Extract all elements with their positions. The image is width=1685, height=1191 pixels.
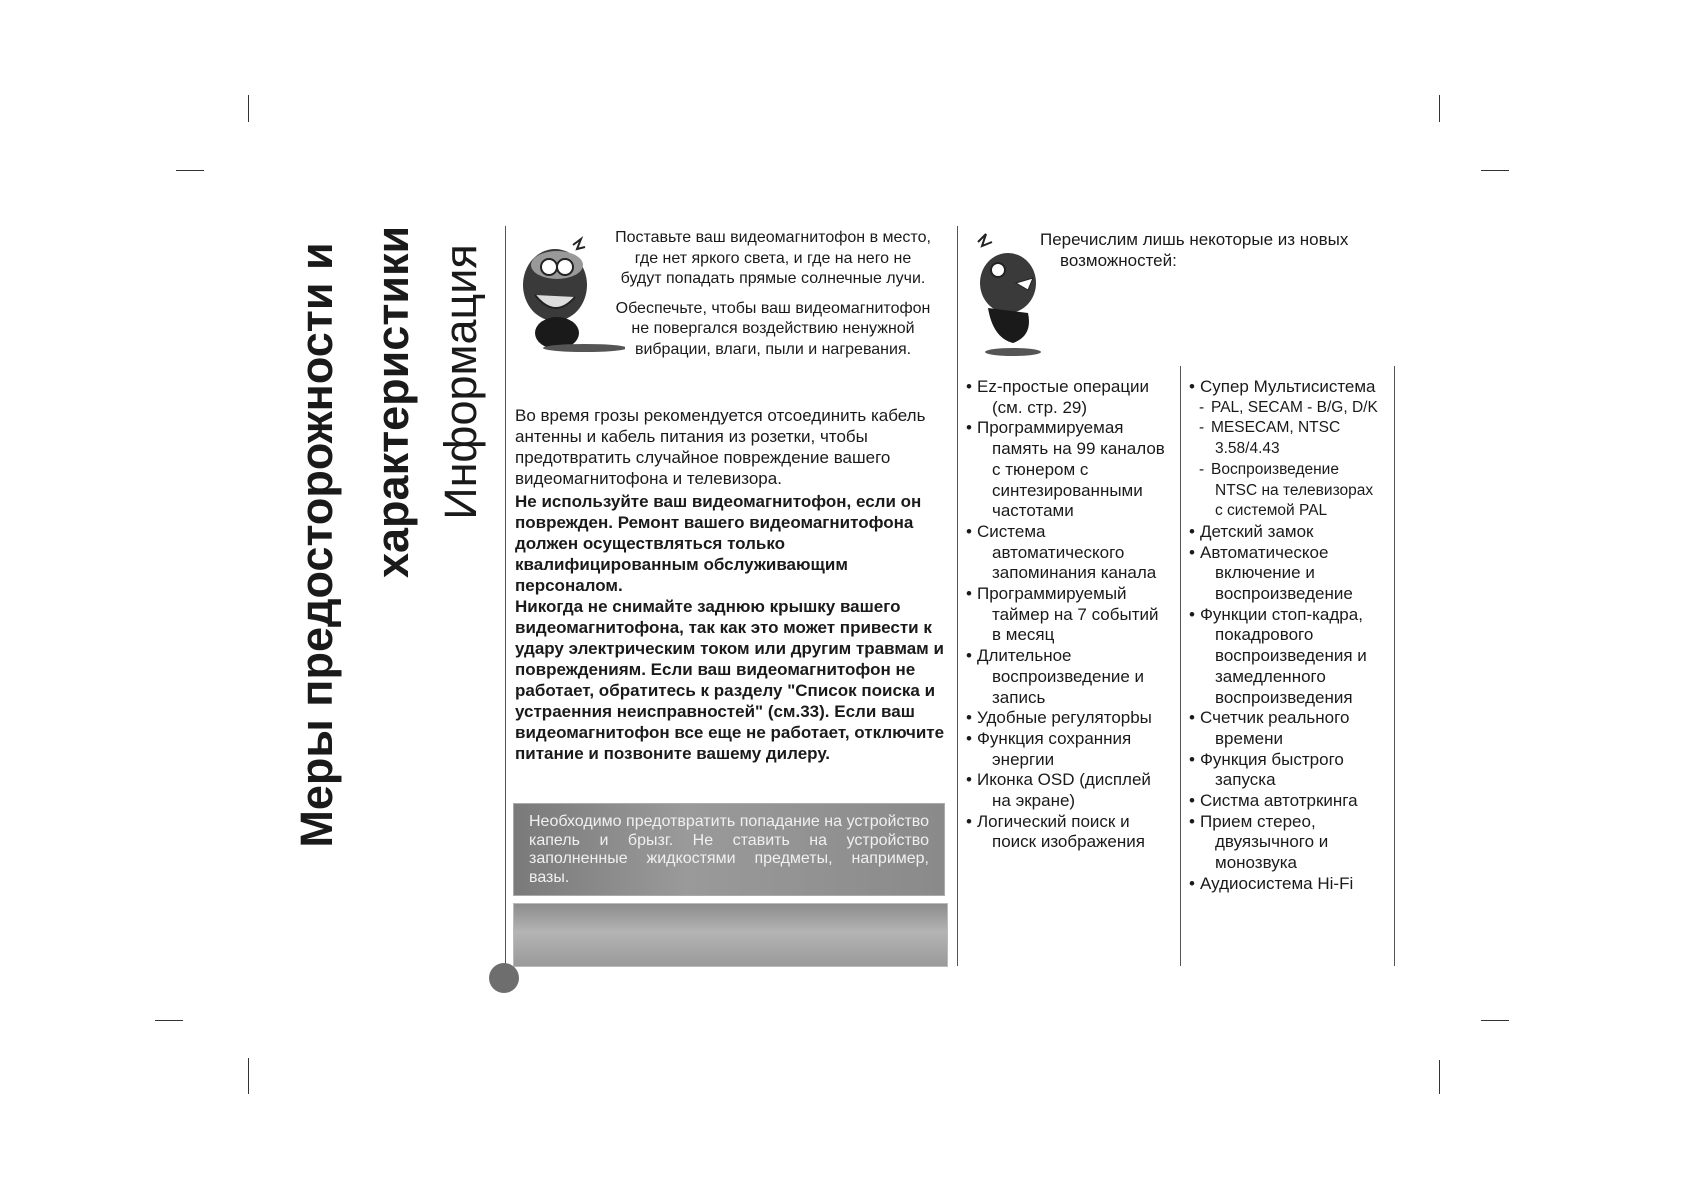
feature-list-item: двуязычного и	[1215, 832, 1329, 852]
caption-line: Обеспечьте, чтобы ваш видеомагнитофон	[615, 299, 931, 317]
feature-list-item: • Программируемая	[966, 418, 1176, 439]
feature-list-item: частотами	[992, 501, 1074, 521]
feature-list-item: таймер на 7 событий	[992, 604, 1159, 624]
feature-list-item: воспроизведение	[1215, 584, 1353, 604]
crop-mark	[1481, 1020, 1509, 1021]
feature-list-item: запись	[992, 687, 1046, 707]
paragraph-damaged: Не используйте ваш видеомагнитофон, если он поврежден. Ремонт вашего видеомагнитофона должен осуществляться только квалифицированным обслуживающим персоналом.	[515, 492, 922, 595]
feature-list-item: - Воспроизведение	[1189, 460, 1399, 481]
feature-list-item: запуска	[1215, 770, 1276, 790]
crop-mark	[1481, 170, 1509, 171]
feature-list-item: • Прием стерео,	[1189, 812, 1399, 833]
feature-list-item: • Автоматическое	[1189, 543, 1399, 564]
feature-list-item: воспроизведение и	[992, 666, 1145, 686]
feature-list-item: энергии	[992, 749, 1055, 769]
feature-list-item: времени	[1215, 728, 1283, 748]
feature-list-item: память на 99 каналов	[992, 439, 1165, 459]
crop-mark	[1439, 1060, 1440, 1094]
feature-list-item: • Ez-простые операции	[966, 377, 1176, 398]
feature-list-item: • Длительное	[966, 646, 1176, 667]
feature-list-item: покадрового	[1215, 625, 1314, 645]
feature-list-item: • Иконка OSD (дисплей	[966, 770, 1176, 791]
feature-list-item: включение и	[1215, 563, 1315, 583]
feature-list-item: • Программируемый	[966, 584, 1176, 605]
safety-text	[515, 405, 947, 764]
page-title-main: Меры предосторожности и	[291, 242, 342, 848]
paragraph-thunderstorm: Во время грозы рекомендуется отсоединить кабель антенны и кабель питания из розетки, чтобы предотвратить случайное повреждение вашего видеомагнитофона и телевизора.	[515, 406, 926, 488]
warning-box: Необходимо предотвратить попадание на устройство капель и брызг. Не ставить на устройство заполненные жидкостями предметы, например, вазы.	[513, 803, 945, 896]
feature-list-item: автоматического	[992, 542, 1125, 562]
crop-mark	[248, 1058, 249, 1094]
feature-list-item: монозвука	[1215, 853, 1298, 873]
caption-line: где нет яркого света, и где на него не	[634, 249, 912, 267]
paragraph-back-cover: Никогда не снимайте заднюю крышку вашего видеомагнитофона, так как это может привести к удару электрическим током или другим травмам и повреждениям. Если ваш видеомагнитофон не работает, обратитесь к разделу "Список поиска и устраенния неисправностей" (см.33). Если ваш видеомагнитофон все еще не работает, отключите питание и позвоните вашему дилеру.	[515, 597, 945, 763]
feature-list-item: на экране)	[992, 791, 1076, 811]
caption-line: возможностей:	[1060, 251, 1177, 270]
feature-list-item: • Аудиосистема Hi-Fi	[1189, 874, 1399, 895]
feature-list-item: в месяц	[992, 625, 1055, 645]
feature-list-item: • Логический поиск и	[966, 812, 1176, 833]
feature-list-item: поиск изображения	[992, 832, 1145, 852]
feature-list-item: NTSC на телевизорах	[1215, 481, 1374, 499]
feature-list-item: • Счетчик реального	[1189, 708, 1399, 729]
feature-list-item: • Система	[966, 522, 1176, 543]
feature-list-item: с системой PAL	[1215, 502, 1328, 520]
caption-line: не повергался воздействию ненужной	[631, 320, 915, 337]
caption-line: Перечислим лишь некоторые из новых	[1040, 230, 1349, 249]
feature-list-item: - MESECAM, NTSC	[1189, 418, 1399, 439]
section-title: Информация	[435, 244, 486, 520]
crop-mark	[176, 170, 204, 171]
decorative-gray-bar	[513, 903, 948, 967]
feature-list-item: - PAL, SECAM - B/G, D/K	[1189, 398, 1399, 419]
feature-list-item: • Функция сохранния	[966, 729, 1176, 750]
feature-list-item: воспроизведения	[1215, 687, 1353, 707]
feature-list-item: 3.58/4.43	[1215, 440, 1280, 458]
placement-advice-caption	[593, 228, 953, 360]
feature-list-item: с тюнером с	[992, 459, 1089, 479]
feature-list-item: • Детский замок	[1189, 522, 1399, 543]
crop-mark	[155, 1020, 183, 1021]
feature-list-item: замедленного	[1215, 666, 1326, 686]
features-intro-caption	[1040, 229, 1390, 271]
crop-mark	[248, 95, 249, 122]
column-divider	[1180, 366, 1181, 966]
feature-list-item: (см. стр. 29)	[992, 397, 1088, 417]
caption-line: будут попадать прямые солнечные лучи.	[620, 270, 926, 287]
features-list-1	[966, 377, 1176, 853]
feature-list-item: • Систма автотркинга	[1189, 791, 1399, 812]
feature-list-item: синтезированными	[992, 480, 1143, 500]
caption-line: Поставьте ваш видеомагнитофон в место,	[615, 229, 931, 246]
feature-list-item: запоминания канала	[992, 563, 1157, 583]
feature-list-item: • Функции стоп-кадра,	[1189, 605, 1399, 626]
crop-mark	[1439, 95, 1440, 122]
caption-line: вибрации, влаги, пыли и нагревания.	[634, 340, 912, 358]
feature-list-item: • Функция быстрого	[1189, 750, 1399, 771]
feature-list-item: • Удобные регуляторbы	[966, 708, 1176, 729]
feature-list-item: • Супер Мультисистема	[1189, 377, 1399, 398]
features-list-2	[1189, 377, 1399, 895]
page-marker-dot	[489, 963, 519, 993]
page-title-second: характеристики	[367, 225, 418, 578]
feature-list-item: воспроизведения и	[1215, 646, 1367, 666]
